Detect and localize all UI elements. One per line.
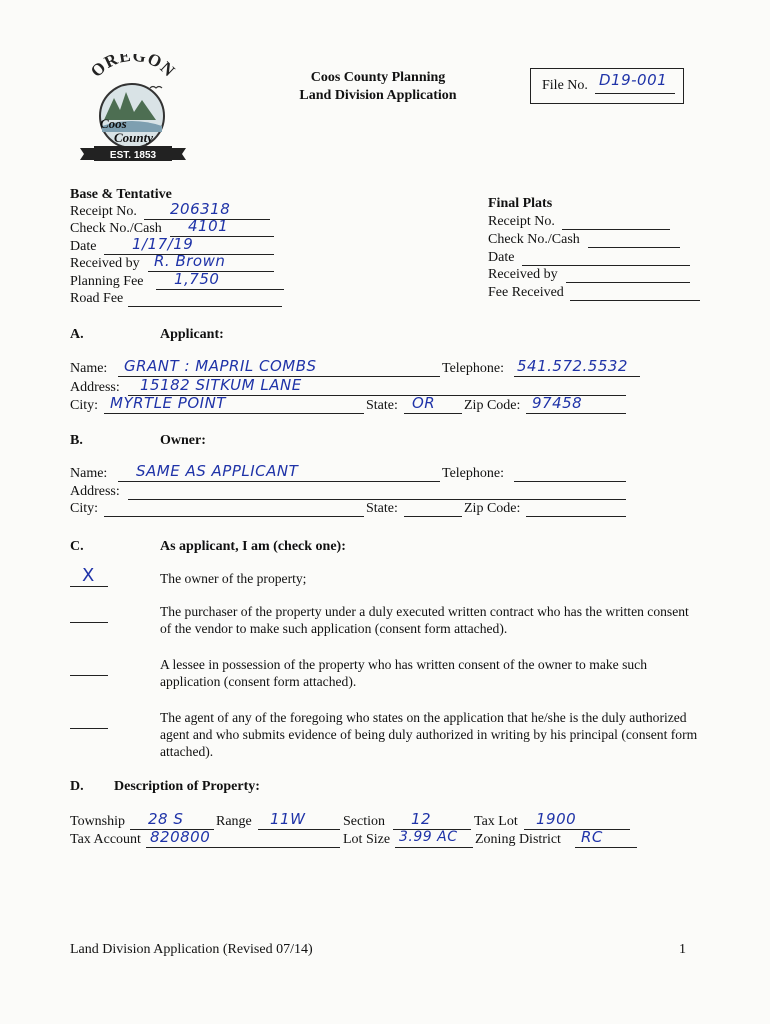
tax-account-value[interactable]: 820800 (150, 828, 211, 846)
section-field[interactable] (343, 810, 471, 830)
applicant-zip-label: Zip Code: (464, 398, 521, 413)
owner-address-field[interactable] (70, 484, 626, 500)
base-received-field[interactable] (70, 252, 274, 272)
tax-account-label: Tax Account (70, 832, 141, 847)
owner-state-label: State: (366, 501, 398, 516)
tax-account-field[interactable] (70, 828, 340, 848)
svg-text:OREGON: OREGON (86, 54, 180, 81)
section-d-heading: Description of Property: (114, 779, 260, 794)
base-tentative-heading: Base & Tentative (70, 187, 172, 202)
status-option-owner-text: The owner of the property; (160, 571, 307, 586)
base-planning-fee-field[interactable] (70, 270, 284, 290)
base-receipt-value[interactable]: 206318 (170, 200, 231, 218)
applicant-city-value[interactable]: MYRTLE POINT (110, 394, 226, 412)
applicant-name-label: Name: (70, 361, 108, 376)
file-number-label: File No. (542, 78, 588, 93)
applicant-state-label: State: (366, 398, 398, 413)
owner-city-label: City: (70, 501, 99, 516)
township-label: Township (70, 814, 126, 829)
base-receipt-field[interactable] (70, 200, 270, 220)
range-field[interactable] (216, 810, 340, 830)
base-check-label: Check No./Cash (70, 221, 162, 236)
county-seal-logo (66, 54, 200, 166)
footer-revision: Land Division Application (Revised 07/14) (70, 942, 313, 957)
page-title-line1: Coos County Planning (310, 70, 446, 85)
base-received-label: Received by (70, 256, 140, 271)
final-plats-heading: Final Plats (488, 196, 553, 211)
status-option-agent-checkbox[interactable] (70, 712, 108, 730)
zoning-district-field[interactable] (475, 828, 637, 848)
section-d-letter: D. (70, 779, 84, 794)
final-fee-received-label: Fee Received (488, 285, 564, 300)
section-b-heading: Owner: (160, 433, 206, 448)
section-a-letter: A. (70, 327, 84, 342)
applicant-address-label: Address: (70, 380, 120, 395)
section-value[interactable]: 12 (411, 810, 432, 828)
section-c-letter: C. (70, 539, 84, 554)
base-date-label: Date (70, 239, 97, 254)
owner-zip-field[interactable] (464, 501, 626, 517)
svg-text:EST. 1853: EST. 1853 (109, 150, 157, 161)
final-date-label: Date (488, 250, 515, 265)
township-value[interactable]: 28 S (148, 810, 184, 828)
page-number: 1 (679, 942, 686, 957)
applicant-zip-value[interactable]: 97458 (532, 394, 583, 412)
applicant-name-field[interactable] (70, 357, 440, 377)
status-option-owner-mark: X (82, 565, 95, 586)
final-received-label: Received by (488, 267, 558, 282)
final-check-label: Check No./Cash (488, 232, 580, 247)
section-c-heading: As applicant, I am (check one): (160, 539, 346, 554)
range-value[interactable]: 11W (270, 810, 306, 828)
owner-name-label: Name: (70, 466, 108, 481)
base-planning-fee-value[interactable]: 1,750 (174, 270, 220, 288)
svg-text:County: County (114, 130, 154, 145)
lot-size-field[interactable] (343, 829, 473, 848)
applicant-telephone-field[interactable] (442, 357, 642, 377)
section-b-letter: B. (70, 433, 83, 448)
status-option-owner-checkbox[interactable] (70, 565, 108, 588)
owner-zip-label: Zip Code: (464, 501, 521, 516)
range-label: Range (216, 814, 252, 829)
applicant-telephone-label: Telephone: (442, 361, 504, 376)
file-number-box (530, 68, 684, 104)
owner-name-field[interactable] (70, 462, 440, 482)
applicant-address-value[interactable]: 15182 SITKUM LANE (140, 376, 302, 394)
base-planning-fee-label: Planning Fee (70, 274, 144, 289)
file-number-value[interactable]: D19-001 (599, 71, 668, 89)
tax-lot-label: Tax Lot (474, 814, 518, 829)
applicant-zip-field[interactable] (464, 394, 626, 414)
section-a-heading: Applicant: (160, 327, 224, 342)
status-option-lessee-text: A lessee in possession of the property who has written consent of the owner to make such application (consent form attached). (160, 657, 648, 689)
lot-size-label: Lot Size (343, 832, 391, 847)
status-option-lessee-checkbox[interactable] (70, 659, 108, 677)
final-date-field[interactable] (488, 250, 690, 266)
final-received-field[interactable] (488, 267, 690, 283)
zoning-district-value[interactable]: RC (581, 828, 603, 846)
applicant-city-label: City: (70, 398, 99, 413)
owner-name-value[interactable]: SAME AS APPLICANT (136, 462, 299, 480)
owner-city-field[interactable] (70, 501, 364, 517)
applicant-city-field[interactable] (70, 394, 364, 414)
applicant-state-value[interactable]: OR (412, 394, 436, 412)
page-title-line2: Land Division Application (299, 88, 457, 103)
status-option-purchaser-checkbox[interactable] (70, 606, 108, 624)
base-received-value[interactable]: R. Brown (154, 252, 226, 270)
status-option-purchaser-text: The purchaser of the property under a duly executed written contract who has the written consent of the vendor to make such application (consent form attached). (160, 604, 689, 636)
owner-address-label: Address: (70, 484, 120, 499)
base-receipt-label: Receipt No. (70, 204, 137, 219)
applicant-telephone-value[interactable]: 541.572.5532 (517, 357, 628, 375)
applicant-state-field[interactable] (366, 394, 462, 414)
lot-size-value[interactable]: 3.99 AC (399, 829, 458, 845)
applicant-name-value[interactable]: GRANT : MAPRIL COMBS (124, 357, 317, 375)
section-label: Section (343, 814, 385, 829)
owner-telephone-field[interactable] (442, 466, 626, 482)
svg-text:Coos: Coos (100, 116, 127, 131)
tax-lot-value[interactable]: 1900 (536, 810, 577, 828)
tax-lot-field[interactable] (474, 810, 630, 830)
base-check-value[interactable]: 4101 (188, 217, 229, 235)
owner-state-field[interactable] (366, 501, 462, 517)
base-date-value[interactable]: 1/17/19 (132, 235, 194, 253)
final-fee-received-field[interactable] (488, 285, 700, 301)
final-check-field[interactable] (488, 232, 680, 248)
final-receipt-label: Receipt No. (488, 214, 555, 229)
final-receipt-field[interactable] (488, 214, 670, 230)
zoning-district-label: Zoning District (475, 832, 561, 847)
owner-telephone-label: Telephone: (442, 466, 504, 481)
base-road-fee-label: Road Fee (70, 291, 124, 306)
base-road-fee-field[interactable] (70, 291, 284, 307)
status-option-agent-text: The agent of any of the foregoing who states on the application that he/she is the duly authorized agent and who submits evidence of being duly authorized in writing by his principal (consent form attached). (160, 710, 698, 759)
